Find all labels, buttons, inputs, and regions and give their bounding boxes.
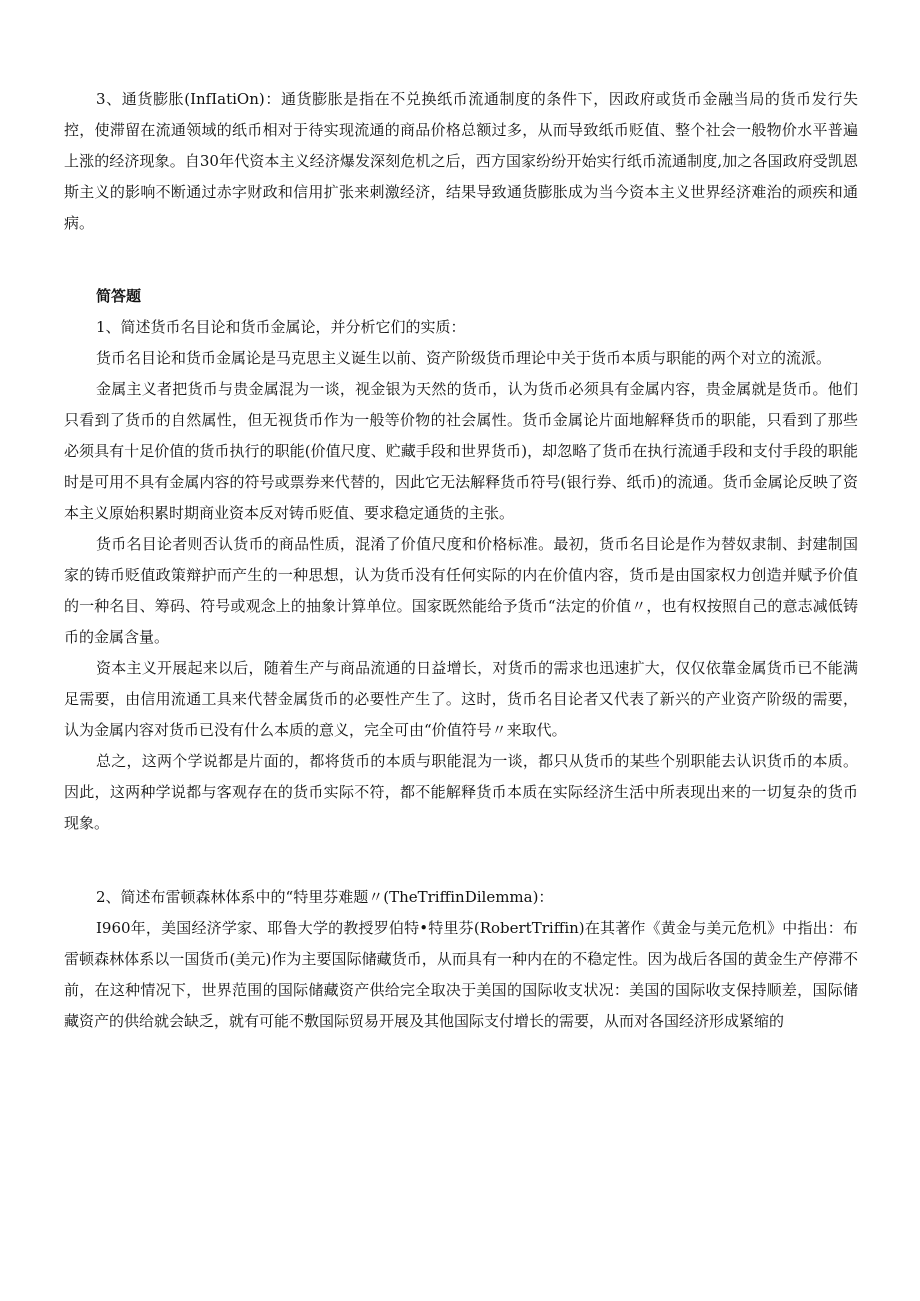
section-spacer <box>64 239 858 281</box>
q1-paragraph-metallism: 金属主义者把货币与贵金属混为一谈，视金银为天然的货币，认为货币必须具有金属内容，贵金属就是货币。他们只看到了货币的自然属性，但无视货币作为一般等价物的社会属性。货币金属论片面地解释货币的职能，只看到了那些必须具有十足价值的货币执行的职能(价值尺度、贮藏手段和世界货币)，却忽略了货币在执行流通手段和支付手段的职能时是可用不具有金属内容的符号或票券来代替的，因此它无法解释货币符号(银行券、纸币)的流通。货币金属论反映了资本主义原始积累时期商业资本反对铸币贬值、要求稳定通货的主张。 <box>64 380 858 522</box>
question-2-title: 2、简述布雷顿森林体系中的“特里芬难题〃(TheTriffinDilemma)： <box>96 888 554 906</box>
inflation-definition-paragraph: 3、通货膨胀(InfIatiOn)：通货膨胀是指在不兑换纸币流通制度的条件下，因政府或货币金融当局的货币发行失控，使滞留在流通领域的纸币相对于待实现流通的商品价格总额过多，从而导致纸币贬值、整个社会一般物价水平普遍上涨的经济现象。自30年代资本主义经济爆发深刻危机之后，西方国家纷纷开始实行纸币流通制度,加之各国政府受凯恩斯主义的影响不断通过赤字财政和信用扩张来刺激经济，结果导致通货膨胀成为当今资本主义世界经济难治的顽疾和通病。 <box>64 90 858 232</box>
question-spacer <box>64 839 858 882</box>
question-1-title: 1、简述货币名目论和货币金属论，并分析它们的实质： <box>96 318 466 336</box>
q1-paragraph-nominalism: 货币名目论者则否认货币的商品性质，混淆了价值尺度和价格标准。最初，货币名目论是作为替奴隶制、封建制国家的铸币贬值政策辩护而产生的一种思想，认为货币没有任何实际的内在价值内容，货币是由国家权力创造并赋予价值的一种名目、筹码、符号或观念上的抽象计算单位。国家既然能给予货币“法定的价值〃，也有权按照自己的意志减低铸币的金属含量。 <box>64 535 858 646</box>
q1-paragraph-capitalism: 资本主义开展起来以后，随着生产与商品流通的日益增长，对货币的需求也迅速扩大，仅仅依靠金属货币已不能满足需要，由信用流通工具来代替金属货币的必要性产生了。这时，货币名目论者又代表了新兴的产业资产阶级的需要，认为金属内容对货币已没有什么本质的意义，完全可由“价值符号〃来取代。 <box>64 659 858 739</box>
q1-paragraph-intro: 货币名目论和货币金属论是马克思主义诞生以前、资产阶级货币理论中关于货币本质与职能的两个对立的流派。 <box>96 349 832 367</box>
q2-paragraph-triffin: I960年，美国经济学家、耶鲁大学的教授罗伯特•特里芬(RobertTriffin)在其著作《黄金与美元危机》中指出：布雷顿森林体系以一国货币(美元)作为主要国际储藏货币，从而具有一种内在的不稳定性。因为战后各国的黄金生产停滞不前，在这种情况下，世界范围的国际储藏资产供给完全取决于美国的国际收支状况：美国的国际收支保持顺差，国际储藏资产的供给就会缺乏，就有可能不敷国际贸易开展及其他国际支付增长的需要，从而对各国经济形成紧缩的 <box>64 919 858 1030</box>
q1-paragraph-summary: 总之，这两个学说都是片面的，都将货币的本质与职能混为一谈，都只从货币的某些个别职能去认识货币的本质。因此，这两种学说都与客观存在的货币实际不符，都不能解释货币本质在实际经济生活中所表现出来的一切复杂的货币现象。 <box>64 752 858 832</box>
short-answer-heading: 简答题 <box>96 287 142 305</box>
